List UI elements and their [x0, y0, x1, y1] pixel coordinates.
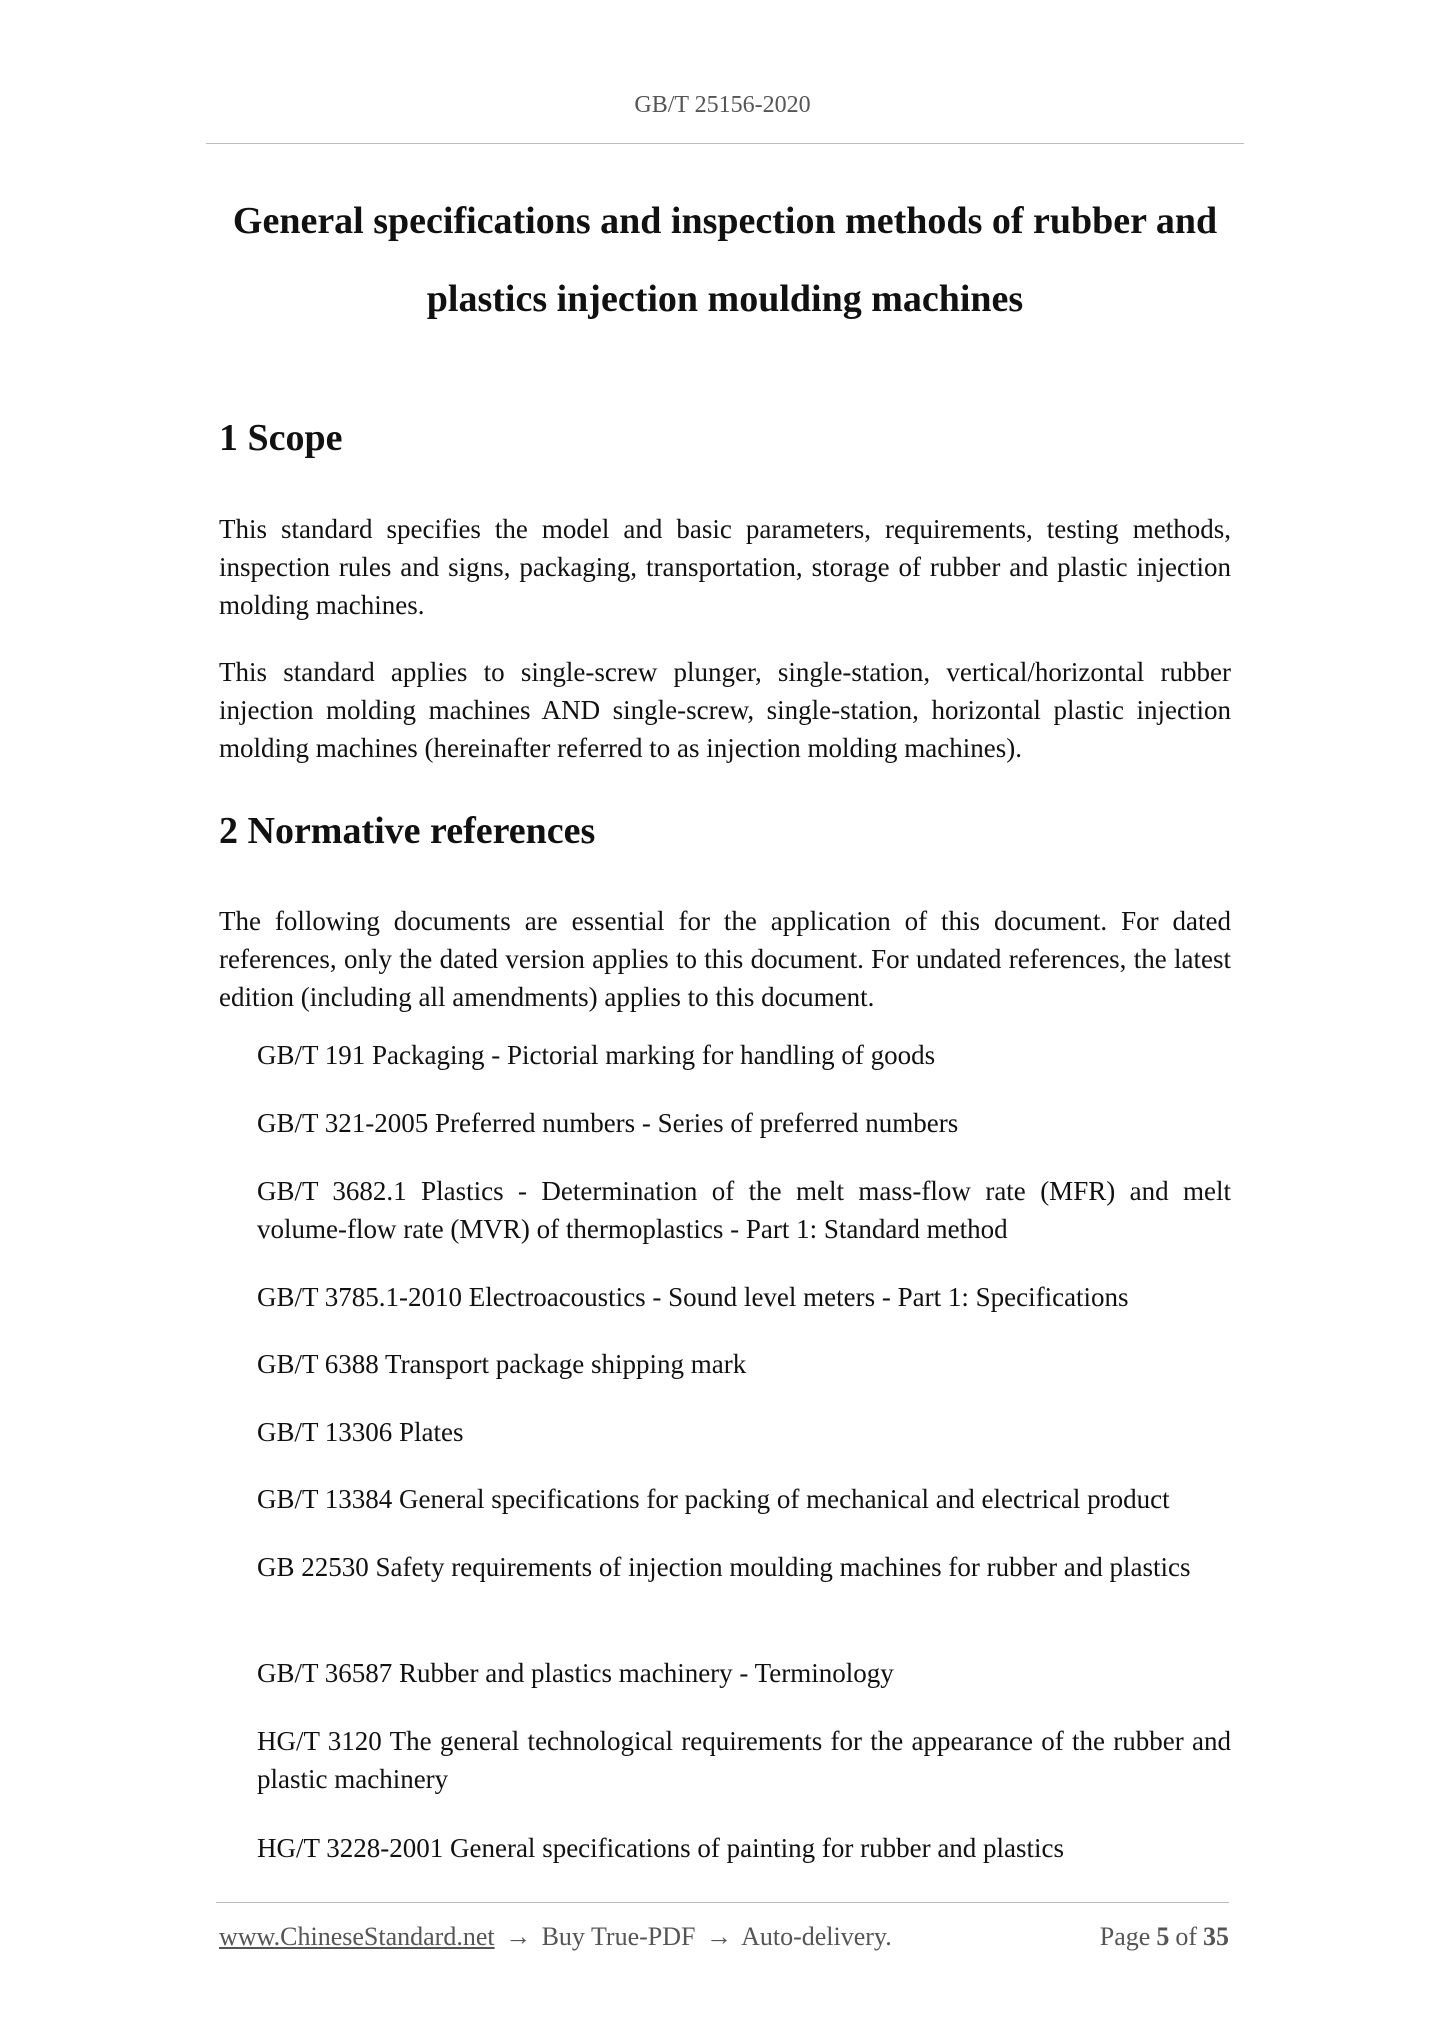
- scope-paragraph: This standard applies to single-screw plunger, single-station, vertical/horizontal rubber injection molding machines AND single-screw, single-station, horizontal plastic injection molding machines (hereinafter referred to as injection molding machines).: [219, 657, 1231, 763]
- total-page-number: 35: [1203, 1922, 1229, 1951]
- document-title: General specifications and inspection methods of rubber and plastics injection moulding machines: [232, 200, 1218, 320]
- reference-item: GB/T 6388 Transport package shipping mark: [257, 1349, 747, 1379]
- reference-item: GB/T 191 Packaging - Pictorial marking for handling of goods: [257, 1040, 936, 1070]
- right-arrow-icon: →: [706, 1922, 732, 1951]
- page-number-indicator: [1100, 1922, 1229, 1952]
- reference-item: GB/T 36587 Rubber and plastics machinery - Terminology: [257, 1658, 894, 1688]
- reference-item: HG/T 3228-2001 General specifications of painting for rubber and plastics: [257, 1833, 1065, 1863]
- page-footer: [219, 1922, 1229, 1958]
- document-code-header: GB/T 25156-2020: [634, 92, 811, 118]
- scope-paragraph: This standard specifies the model and basic parameters, requirements, testing methods, inspection rules and signs, packaging, transportation, storage of rubber and plastic injection molding machines.: [219, 514, 1231, 620]
- reference-item: GB/T 13384 General specifications for packing of mechanical and electrical product: [257, 1484, 1170, 1514]
- reference-item: GB/T 3682.1 Plastics - Determination of the melt mass-flow rate (MFR) and melt volume-flow rate (MVR) of thermoplastics - Part 1: Standard method: [257, 1176, 1231, 1244]
- footer-promo: [219, 1922, 892, 1952]
- auto-delivery-text: Auto-delivery.: [741, 1922, 892, 1951]
- section-heading-scope: 1 Scope: [219, 417, 343, 459]
- current-page-number: 5: [1156, 1922, 1170, 1951]
- page-label: Page: [1099, 1922, 1151, 1951]
- of-label: of: [1175, 1922, 1197, 1951]
- header-divider: [206, 143, 1244, 144]
- section-heading-normative-references: 2 Normative references: [219, 810, 596, 852]
- reference-item: HG/T 3120 The general technological requirements for the appearance of the rubber and plastic machinery: [257, 1726, 1231, 1794]
- reference-item: GB/T 13306 Plates: [257, 1417, 464, 1447]
- right-arrow-icon: →: [505, 1922, 532, 1951]
- reference-item: GB/T 3785.1-2010 Electroacoustics - Sound level meters - Part 1: Specifications: [257, 1282, 1129, 1312]
- footer-divider: [216, 1902, 1229, 1903]
- normative-references-intro: The following documents are essential for the application of this document. For dated references, only the dated version applies to this document. For undated references, the latest edition (including all amendments) applies to this document.: [219, 906, 1231, 1012]
- website-link[interactable]: www.ChineseStandard.net: [219, 1922, 495, 1951]
- reference-item: GB 22530 Safety requirements of injection moulding machines for rubber and plastics: [257, 1552, 1191, 1582]
- reference-item: GB/T 321-2005 Preferred numbers - Series of preferred numbers: [257, 1108, 959, 1138]
- buy-pdf-text: Buy True-PDF: [541, 1922, 696, 1951]
